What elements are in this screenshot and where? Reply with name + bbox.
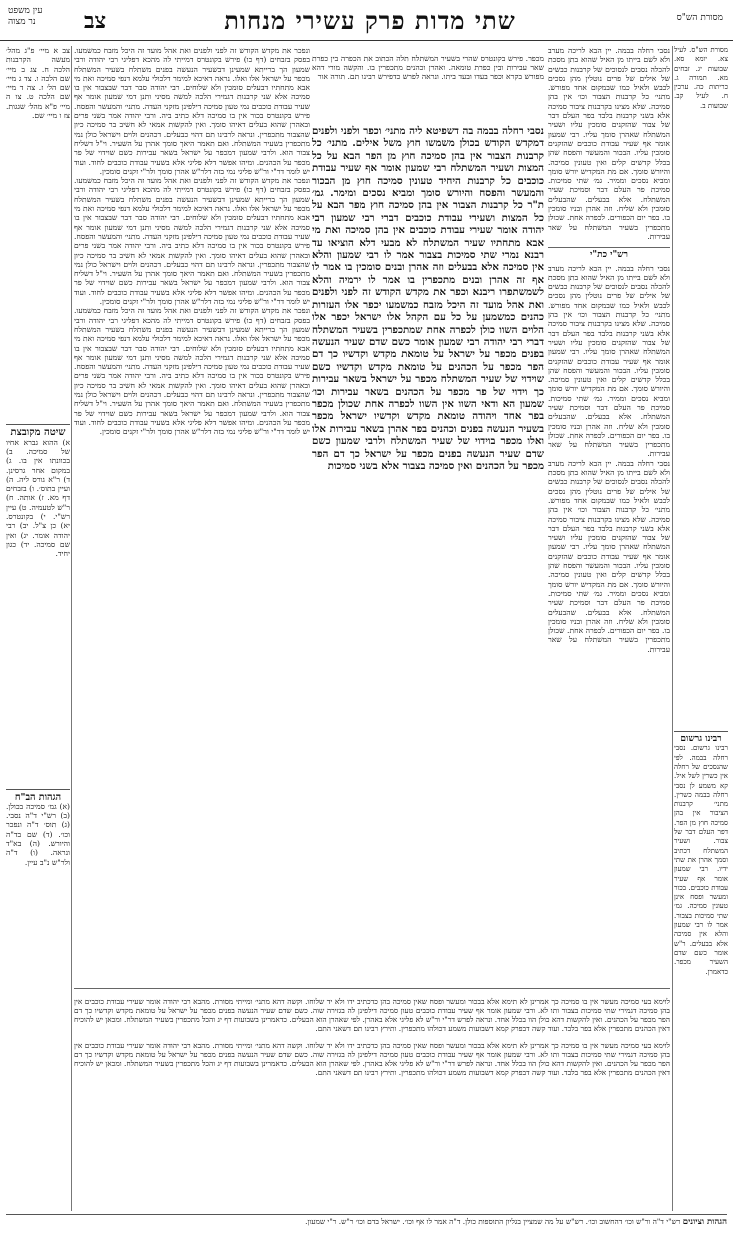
page-title: שתי מדות פרק עשירי מנחות [224, 6, 516, 35]
bottom-commentary [74, 990, 670, 1200]
ein-mishpat-text: צב א מיי׳ פ"ג מהל׳ מעשה הקרבנות הלכה ח. צג ב מיי׳ שם הלכה ו. צד ג מיי׳ שם הל׳ ז. צה ד מיי׳ שם הלכה ט. צו ה מיי׳ פ"א מהל׳ שגגות. צז ו מיי׳ שם. [6, 46, 70, 121]
gemara-top-text: מכפר. פירש בקונטרס שהרי בשעיר המשתלח תלה הכתוב את הכפרה בין כפרת שאר עבירות ובין כפרת טומאה. ואהרן וכהנים מתכפרין בו. והקשה מורי דהא מפורש בקרא וכפר בעדו ובעד ביתו. ונראה לפרש כדפירש רבינו תם. תורה אור [312, 53, 544, 82]
header-rule [0, 40, 733, 41]
gemara-main-column [312, 125, 544, 837]
mesoret-hashas-label: מסורת הש"ס [676, 13, 723, 23]
tosafot-text-cont2: ונפכר את מקדש הקודש זה לפני ולפנים ואת אהל מועד זה היכל מזבח כמשמעו. בפסק בזבחים (דף כו) פירש בקונטרס דמייתי לה מהכא דפליגי רבי יהודה ורבי שמעון הך ברייתא שמעינן דבשעיר הנעשה בפנים משתלח בשעיר המשתלח מכפר על ישראל אלו ואלו. נראה דאיכא למימר דלכולי עלמא דנפי סמיכה ואת מי אבא מתחתיו דבעלים סומכין ולא שלוחים. רבי יהודה סבר דבר שבצבור אין בו סמיכה אלא שני קרבנות דגמירי הלכה למשה מסיני ותנן דמי שמעון אומר אף שעיר עבודת כוכבים נמי טעון סמיכה דילפינן מזקני העדה. מתני׳ והמעשר והפסח. פירש בקונטרס בכור אין בו סמיכה דלא כתיב ביה. ורבי יהודה אמר בשני פרים ובאהרן שהוא בעלים דאיהו סומך. ואין להקשות אמאי לא חשיב בר סמיכה כיון שהצבור מתכפרין. ונראה לרבינו תם דהוי כבעלים. דכהנים ולוים וישראל כולן נמי מתכפרין בשעיר המשתלח. ואם תאמר היאך סומך אהרן על השעיר. וי"ל דשליח צבור הוא. ולרבי שמעון דמכפר על ישראל בשאר עבירות כשם שוידוי של פר מכפר על הכהנים. ומיהו אפשר דלא פליגי אלא בשעיר עבודת כוכבים לחוד. ועוד יש לומר דר"י ור"ש פליגי נמי בזה דלר"ש אהרן סומך ולר"י זקנים סומכין. [74, 306, 310, 437]
hagahot-habach-title: הגהות הב"ח [14, 791, 62, 803]
tosafot-text-cont: ונפכר את מקדש הקודש זה לפני ולפנים ואת אהל מועד זה היכל מזבח כמשמעו. בפסק בזבחים (דף כו) פירש בקונטרס דמייתי לה מהכא דפליגי רבי יהודה ורבי שמעון הך ברייתא שמעינן דבשעיר הנעשה בפנים משתלח בשעיר המשתלח מכפר על ישראל אלו ואלו. נראה דאיכא למימר דלכולי עלמא דנפי סמיכה ואת מי אבא מתחתיו דבעלים סומכין ולא שלוחים. רבי יהודה סבר דבר שבצבור אין בו סמיכה אלא שני קרבנות דגמירי הלכה למשה מסיני ותנן דמי שמעון אומר אף שעיר עבודת כוכבים נמי טעון סמיכה דילפינן מזקני העדה. מתני׳ והמעשר והפסח. פירש בקונטרס בכור אין בו סמיכה דלא כתיב ביה. ורבי יהודה אמר בשני פרים ובאהרן שהוא בעלים דאיהו סומך. ואין להקשות אמאי לא חשיב בר סמיכה כיון שהצבור מתכפרין. ונראה לרבינו תם דהוי כבעלים. דכהנים ולוים וישראל כולן נמי מתכפרין בשעיר המשתלח. ואם תאמר היאך סומך אהרן על השעיר. וי"ל דשליח צבור הוא. ולרבי שמעון דמכפר על ישראל בשאר עבירות כשם שוידוי של פר מכפר על הכהנים. ומיהו אפשר דלא פליגי אלא בשעיר עבודת כוכבים לחוד. ועוד יש לומר דר"י ור"ש פליגי נמי בזה דלר"ש אהרן סומך ולר"י זקנים סומכין. [74, 176, 310, 307]
rabbeinu-gershom-title: רבינו גרשום [680, 734, 722, 745]
ein-mishpat-title: עין משפט [8, 6, 43, 16]
rashi-column [548, 46, 670, 996]
rashi-text-cont2: נסבי רחלה בבמה. יין הבא לריכה מערב ולא לשם בייתו מן האיל שהוא בתן מסכת להכלה נסבים לנסוכים של קרבנות כבשים של אילים של פרים נוטלין מהן נסכים לכבש ולאיל כמו שבמקום אחד מפורש. מתני׳ כל קרבנות הצבור וכו׳ אין בהן סמיכה. שלא מצינו בקרבנות ציבור סמיכה אלא בשני קרבנות בלבד בפר העלם דבר של צבור שהזקנים סומכין עליו ושעיר המשתלח שאהרן סומך עליו. רבי שמעון אומר אף שעיר עבודת כוכבים שהזקנים סומכין עליו. הבכור והמעשר והפסח שהן בכלל קדשים קלים ואין טעונין סמיכה. והיורש סומך. אם מת המקדיש יורש סומך ומביא נסכים וממיר. גמ׳ שתי סמיכות. סמיכת פר העלם דבר וסמיכת שעיר המשתלח. אלא בבעלים. שהבעלים סומכין ולא שליח. וזה אהרן ובניו סומכין בו. בפר יום הכפורים. לכפרה אחת. שכולן מתכפרין בשעיר המשתלח על שאר עבירות. [548, 458, 670, 654]
page-number: צב [84, 8, 107, 34]
shita-mekubetzet-text: א) ההוא גברא אחיו של סמיכה. ב) בכוונתו אין בו. ג) במקום אחר גרסינן. ד) ר"א גורס ליה. ה) ועיין בתוס׳. ו) בזבחים דף מא. ז) אותה. ח) ר"ש לטעמיה. ט) עיין רש"י. י) בקונטרס. יא) כן צ"ל. יב) רבי יהודה אומר. יג) ואין שם סמיכה. יד) כגון יחיד. [6, 437, 70, 559]
mesoret-hashas-column [674, 46, 728, 1231]
footer-notes [6, 1214, 727, 1251]
gemara-top-commentary [312, 46, 544, 124]
rashi-header: רש"י כת"י [548, 247, 670, 260]
tosafot-column [74, 46, 310, 986]
shita-mekubetzet-title: שיטה מקובצת [10, 427, 66, 439]
hagahot-habach-text: (א) גמ׳ סמיכה בכולן. (ב) רש"י ד"ה נסבי. (ג) תוס׳ ד"ה ונפכר וכו׳. (ד) שם בד"ה והיורש. (ה) בא"ד ונראה. (ו) ד"ה ולר"ש נ"ב עיין. [6, 801, 70, 867]
footer-label: הגהות וציונים [682, 1217, 727, 1227]
section-rule [74, 988, 670, 989]
ein-mishpat-label [8, 6, 42, 28]
column-divider [672, 46, 673, 1211]
mesoret-hashas-text: מסורת הש"ס. לעיל צא. יומא סא. שבועות יג. זבחים מא. תמורה ג. כריתות כה. ערכין ח. לעיל קב. שבועות ב. [674, 46, 728, 110]
tosafot-text: ונפכר את מקדש הקודש זה לפני ולפנים ואת אהל מועד זה היכל מזבח כמשמעו. בפסק בזבחים (דף כו) פירש בקונטרס דמייתי לה מהכא דפליגי רבי יהודה ורבי שמעון הך ברייתא שמעינן דבשעיר הנעשה בפנים משתלח בשעיר המשתלח מכפר על ישראל אלו ואלו. נראה דאיכא למימר דלכולי עלמא דנפי סמיכה ואת מי אבא מתחתיו דבעלים סומכין ולא שלוחים. רבי יהודה סבר דבר שבצבור אין בו סמיכה אלא שני קרבנות דגמירי הלכה למשה מסיני ותנן דמי שמעון אומר אף שעיר עבודת כוכבים נמי טעון סמיכה דילפינן מזקני העדה. מתני׳ והמעשר והפסח. פירש בקונטרס בכור אין בו סמיכה דלא כתיב ביה. ורבי יהודה אמר בשני פרים ובאהרן שהוא בעלים דאיהו סומך. ואין להקשות אמאי לא חשיב בר סמיכה כיון שהצבור מתכפרין. ונראה לרבינו תם דהוי כבעלים. דכהנים ולוים וישראל כולן נמי מתכפרין בשעיר המשתלח. ואם תאמר היאך סומך אהרן על השעיר. וי"ל דשליח צבור הוא. ולרבי שמעון דמכפר על ישראל בשאר עבירות כשם שוידוי של פר מכפר על הכהנים. ומיהו אפשר דלא פליגי אלא בשעיר עבודת כוכבים לחוד. ועוד יש לומר דר"י ור"ש פליגי נמי בזה דלר"ש אהרן סומך ולר"י זקנים סומכין. [74, 46, 310, 176]
rashi-text-cont: נסבי רחלה בבמה. יין הבא לריכה מערב ולא לשם בייתו מן האיל שהוא בתן מסכת להכלה נסבים לנסוכים של קרבנות כבשים של אילים של פרים נוטלין מהן נסכים לכבש ולאיל כמו שבמקום אחד מפורש. מתני׳ כל קרבנות הצבור וכו׳ אין בהן סמיכה. שלא מצינו בקרבנות ציבור סמיכה אלא בשני קרבנות בלבד בפר העלם דבר של צבור שהזקנים סומכין עליו ושעיר המשתלח שאהרן סומך עליו. רבי שמעון אומר אף שעיר עבודת כוכבים שהזקנים סומכין עליו. הבכור והמעשר והפסח שהן בכלל קדשים קלים ואין טעונין סמיכה. והיורש סומך. אם מת המקדיש יורש סומך ומביא נסכים וממיר. גמ׳ שתי סמיכות. סמיכת פר העלם דבר וסמיכת שעיר המשתלח. אלא בבעלים. שהבעלים סומכין ולא שליח. וזה אהרן ובניו סומכין בו. בפר יום הכפורים. לכפרה אחת. שכולן מתכפרין בשעיר המשתלח על שאר עבירות. [548, 263, 670, 459]
rabbeinu-gershom-text: רבינו גרשום. נסבי רחלה בבמה. לפי שהנסכים של רחלה אין כשרין לשל איל. קא משמע לן נסבי רחלה בבמה כשרין. מתני׳ קרבנות הציבור אין בהן סמיכה חוץ מן הפר. דפר העלם דבר של צבור. ושעיר המשתלח דכתיב וסמך אהרן את שתי ידיו. רבי שמעון אומר אף שעיר עבודת כוכבים. בכור ומעשר ופסח אינן טעונין סמיכה. גמ׳ שתי סמיכות בצבור. אמר לו רבי שמעון והלא אין סמיכה אלא בבעלים. ר"ש אומר כשם שדם השעיר מכפר. כדאמרן. [674, 744, 728, 976]
footer-text: רש"י ד"ה ור"ש וכו׳ דהחשוב וכו׳. רש"ש על מה שמציין בגליון התוספות כולן. ד"ה אמר לו אף וכו׳. ישראל בדם וכו׳ ר"ש. ר"י שמעון. [305, 1217, 681, 1226]
bottom-text-cont: לוימא בעי סמיכה מעשר אין בו סמיכה כך אמרינן לא תימא אלא בבכור ומעשר ופסח שאין סמיכה בהן כדכתיב ידו ולא יד שלוחו. וקשה דהא מתני׳ ומייתי מסורת. מהבא רבי יהודה אומר שעירי עבודת כוכבים אין בהן סמיכה דגמירי שתי סמיכות בצבור ותו לא. ורבי שמעון אומר אף שעיר עבודת כוכבים טעון סמיכה דילפינן לה בגזירה שוה. כשם שדם שעיר הנעשה בפנים מכפר על ישראל על טומאת מקדש וקדשיו כך דם הפר מכפר על הכהנים. ואין להקשות דהא כולן הוו בכלל אחד. ונראה לפרש דר"י ור"ש לא פליגי אלא באהרן. לפי שאהרן הוא הבעלים. כדאמרינן בשבועות דף יג והכל מתכפרין בשעיר המשתלח. ומכאן יש להוכיח דאין הכהנים מתכפרין אלא בפר בלבד. ועוד קשה דבפרק קמא דשבועות משמע דכולהו מתכפרין. ותירץ רבינו תם דשאני התם. [74, 1040, 670, 1077]
column-divider [71, 46, 72, 1211]
ner-mitzvah-title: נר מצוה [8, 17, 36, 27]
ein-mishpat-column [6, 46, 70, 1231]
rashi-text: נסבי רחלה בבמה. יין הבא לריכה מערב ולא לשם בייתו מן האיל שהוא בתן מסכת להכלה נסבים לנסוכים של קרבנות כבשים של אילים של פרים נוטלין מהן נסכים לכבש ולאיל כמו שבמקום אחד מפורש. מתני׳ כל קרבנות הצבור וכו׳ אין בהן סמיכה. שלא מצינו בקרבנות ציבור סמיכה אלא בשני קרבנות בלבד בפר העלם דבר של צבור שהזקנים סומכין עליו ושעיר המשתלח שאהרן סומך עליו. רבי שמעון אומר אף שעיר עבודת כוכבים שהזקנים סומכין עליו. הבכור והמעשר והפסח שהן בכלל קדשים קלים ואין טעונין סמיכה. והיורש סומך. אם מת המקדיש יורש סומך ומביא נסכים וממיר. גמ׳ שתי סמיכות. סמיכת פר העלם דבר וסמיכת שעיר המשתלח. אלא בבעלים. שהבעלים סומכין ולא שליח. וזה אהרן ובניו סומכין בו. בפר יום הכפורים. לכפרה אחת. שכולן מתכפרין בשעיר המשתלח על שאר עבירות. [548, 46, 670, 241]
bottom-text: לוימא בעי סמיכה מעשר אין בו סמיכה כך אמרינן לא תימא אלא בבכור ומעשר ופסח שאין סמיכה בהן כדכתיב ידו ולא יד שלוחו. וקשה דהא מתני׳ ומייתי מסורת. מהבא רבי יהודה אומר שעירי עבודת כוכבים אין בהן סמיכה דגמירי שתי סמיכות בצבור ותו לא. ורבי שמעון אומר אף שעיר עבודת כוכבים טעון סמיכה דילפינן לה בגזירה שוה. כשם שדם שעיר הנעשה בפנים מכפר על ישראל על טומאת מקדש וקדשיו כך דם הפר מכפר על הכהנים. ואין להקשות דהא כולן הוו בכלל אחד. ונראה לפרש דר"י ור"ש לא פליגי אלא באהרן. לפי שאהרן הוא הבעלים. כדאמרינן בשבועות דף יג והכל מתכפרין בשעיר המשתלח. ומכאן יש להוכיח דאין הכהנים מתכפרין אלא בפר בלבד. ועוד קשה דבפרק קמא דשבועות משמע דכולהו מתכפרין. ותירץ רבינו תם דשאני התם. [74, 997, 670, 1034]
page-header [0, 0, 733, 42]
gemara-text: נסבי רחלה בבמה בה דשפיטא ליה מתני׳ וכפר ולפני ולפנים דמקדש הקודש בכולן משמשו חוץ משל אילים. מתני׳ כל קרבנות הצבור אין בהן סמיכה חוץ מן הפר הבא על כל המצות ושעיר המשתלח רבי שמעון אומר אף שעיר עבודת כוכבים כל קרבנות היחיד טעונין סמיכה חוץ מן הבכור והמעשר והפסח והיורש סומך ומביא נסכים ומימר. גמ׳ ת"ר כל קרבנות הצבור אין בהן סמיכה חוץ מפר הבא על כל המצות ושעירי עבודת כוכבים דברי רבי שמעון רבי יהודה אומר שעירי עבודת כוכבים אין בהן סמיכה ואת מי אבא מתחתיו שעיר המשתלח לא מבעי דלא הוציאו עד רבנא נמרי שתי סמיכות בצבור אמר לו רבי שמעון והלא אין סמיכה אלא בבעלים וזה אהרן ובנים סומכין בו אמר לו אף זה אהרן ובנים מתכפרין בו אמר לו ירמיה והלא לשמשתפרו ריבנא וכפר את מקדש הקודש זה לפני ולפנים ואת אהל מועד זה היכל מזבח כמשמעו יכפר אלו העזרות כהנים כמשמען על כל עם הקהל אלו ישראל יכפר אלו הלוים השוו כולן לכפרה אחת שמתכפרין בשעיר המשתלח דברי רבי יהודה רבי שמעון אומר כשם שדם שעיר הנעשה בפנים מכפר על ישראל על טומאת מקדש וקדשיו כך דם הפר מכפר על הכהנים על טומאת מקדש וקדשיו כשם שוידוי של שעיר המשתלח מכפר על ישראל בשאר עבירות כך וידוי של פר מכפר על הכהנים בשאר עבירות וכו׳ שמעון הא ודאי השוו אין השוו לכפרה אחת שכולן מכפר בפר אחד ויהודה טומאת מקדש וקדשיו ישראל מכפר בשעיר הנעשה בפנים וכהנים בפר אהרן בשאר עבירות אלו ואלו מכפר בוידוי של שעיר המשתלח ולרבי שמעון כשם שדם שעיר הנעשה בפנים מכפר על ישראל כך דם הפר מכפר על הכהנים ואין סמיכה בצבור אלא בשני סמיכות [312, 125, 544, 472]
